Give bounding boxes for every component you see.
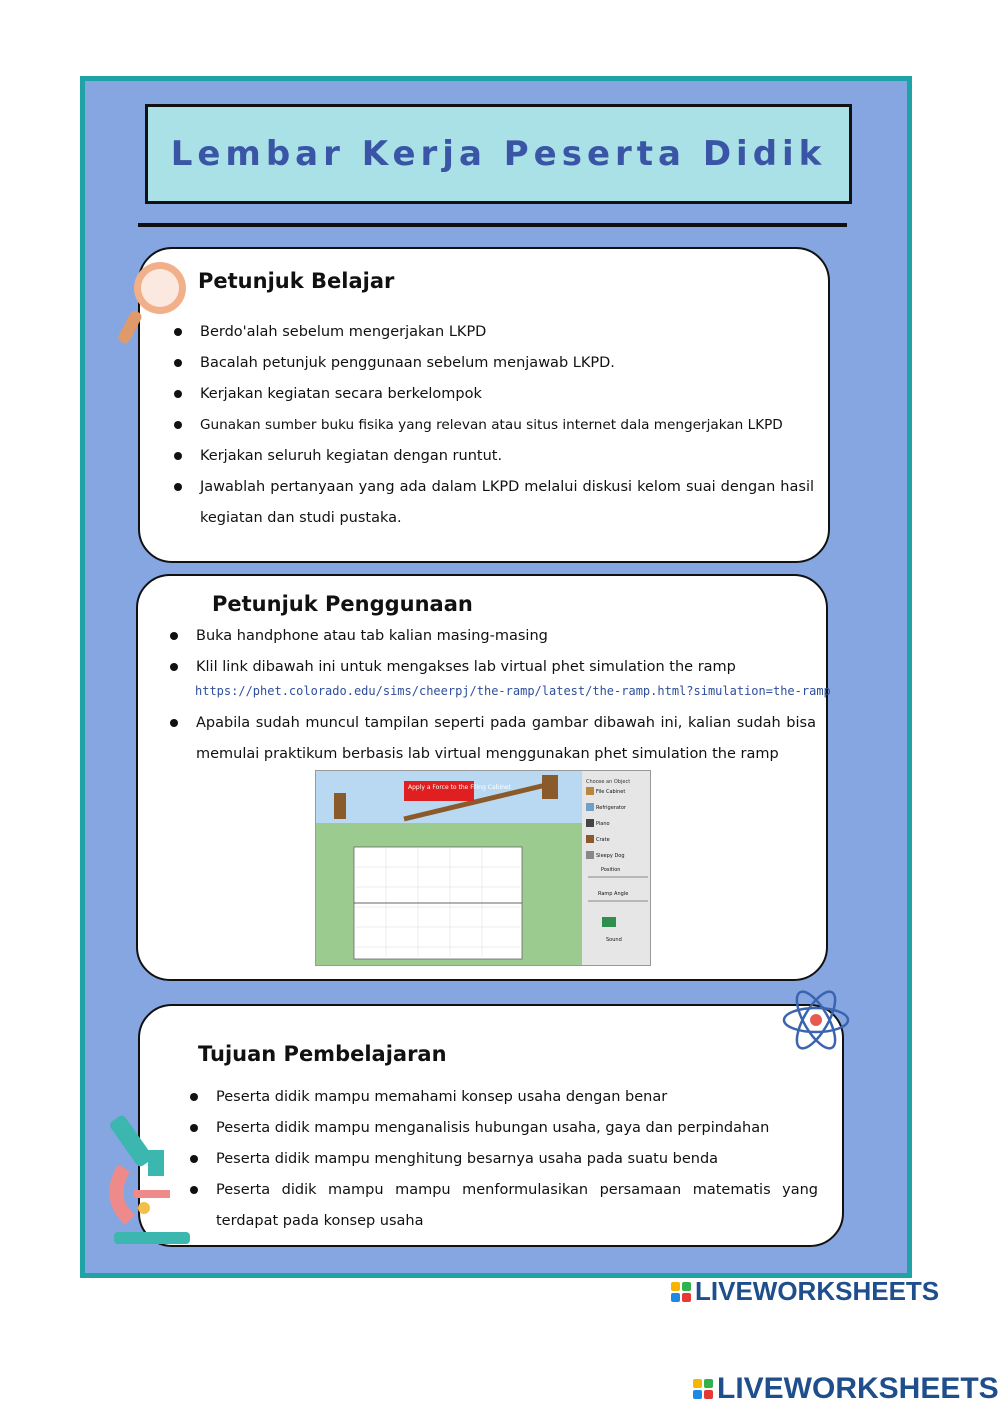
list-item: Berdo'alah sebelum mengerjakan LKPD bbox=[172, 317, 814, 348]
list-item: Peserta didik mampu memahami konsep usaha dengan benar bbox=[188, 1082, 818, 1113]
watermark-text: LIVEWORKSHEETS bbox=[695, 1276, 940, 1306]
magnifier-icon bbox=[118, 258, 192, 348]
bullet-list bbox=[188, 1082, 818, 1237]
bullet-list bbox=[168, 621, 816, 683]
microscope-icon bbox=[104, 1108, 196, 1250]
simulation-screenshot bbox=[315, 770, 651, 966]
bullet-list bbox=[168, 708, 816, 770]
sim-object: Piano bbox=[596, 821, 610, 827]
section-heading: Tujuan Pembelajaran bbox=[198, 1042, 447, 1066]
sim-label: Sound bbox=[606, 937, 622, 943]
watermark-text: LIVEWORKSHEETS bbox=[717, 1372, 999, 1405]
list-item: Buka handphone atau tab kalian masing-masing bbox=[168, 621, 816, 652]
list-item: Peserta didik mampu menganalisis hubungan usaha, gaya dan perpindahan bbox=[188, 1113, 818, 1144]
page-title: Lembar Kerja Peserta Didik bbox=[170, 134, 827, 174]
sim-label: Position bbox=[601, 867, 621, 873]
section-heading: Petunjuk Belajar bbox=[198, 269, 395, 293]
list-item: Apabila sudah muncul tampilan seperti pada gambar dibawah ini, kalian sudah bisa memulai praktikum berbasis lab virtual menggunakan phet simulation the ramp bbox=[168, 708, 816, 770]
watermark-logo-bottom bbox=[693, 1372, 999, 1406]
list-item: Klil link dibawah ini untuk mengakses lab virtual phet simulation the ramp bbox=[168, 652, 816, 683]
simulation-image bbox=[316, 771, 651, 966]
title-box bbox=[145, 104, 852, 204]
list-item: Peserta didik mampu mampu menformulasikan persamaan matematis yang terdapat pada konsep usaha bbox=[188, 1175, 818, 1237]
sim-object: Refrigerator bbox=[596, 805, 626, 811]
list-item: Peserta didik mampu menghitung besarnya usaha pada suatu benda bbox=[188, 1144, 818, 1175]
list-item: Jawablah pertanyaan yang ada dalam LKPD melalui diskusi kelom suai dengan hasil kegiatan dan studi pustaka. bbox=[172, 472, 814, 534]
card-tujuan-pembelajaran bbox=[138, 1004, 844, 1247]
sim-object: Sleepy Dog bbox=[596, 853, 625, 859]
card-petunjuk-belajar bbox=[138, 247, 830, 563]
sim-panel-title: Choose an Object bbox=[586, 779, 631, 785]
list-item: Kerjakan seluruh kegiatan dengan runtut. bbox=[172, 441, 814, 472]
section-heading: Petunjuk Penggunaan bbox=[212, 592, 473, 616]
phet-link[interactable]: https://phet.colorado.edu/sims/cheerpj/the-ramp/latest/the-ramp.html?simulation=the-ramp bbox=[195, 684, 831, 698]
list-item: Kerjakan kegiatan secara berkelompok bbox=[172, 379, 814, 410]
sim-object: File Cabinet bbox=[596, 789, 626, 795]
divider bbox=[138, 223, 847, 227]
logo-icon bbox=[671, 1282, 691, 1302]
logo-icon bbox=[693, 1379, 713, 1399]
list-item: Bacalah petunjuk penggunaan sebelum menjawab LKPD. bbox=[172, 348, 814, 379]
sim-banner: Apply a Force to the Filing Cabinet bbox=[408, 784, 511, 791]
watermark-logo bbox=[671, 1276, 939, 1307]
sim-object: Crate bbox=[596, 837, 610, 843]
list-item: Gunakan sumber buku fisika yang relevan atau situs internet dala mengerjakan LKPD bbox=[172, 410, 814, 441]
sim-label: Ramp Angle bbox=[598, 891, 629, 897]
bullet-list bbox=[172, 317, 814, 534]
atom-icon bbox=[780, 986, 852, 1054]
